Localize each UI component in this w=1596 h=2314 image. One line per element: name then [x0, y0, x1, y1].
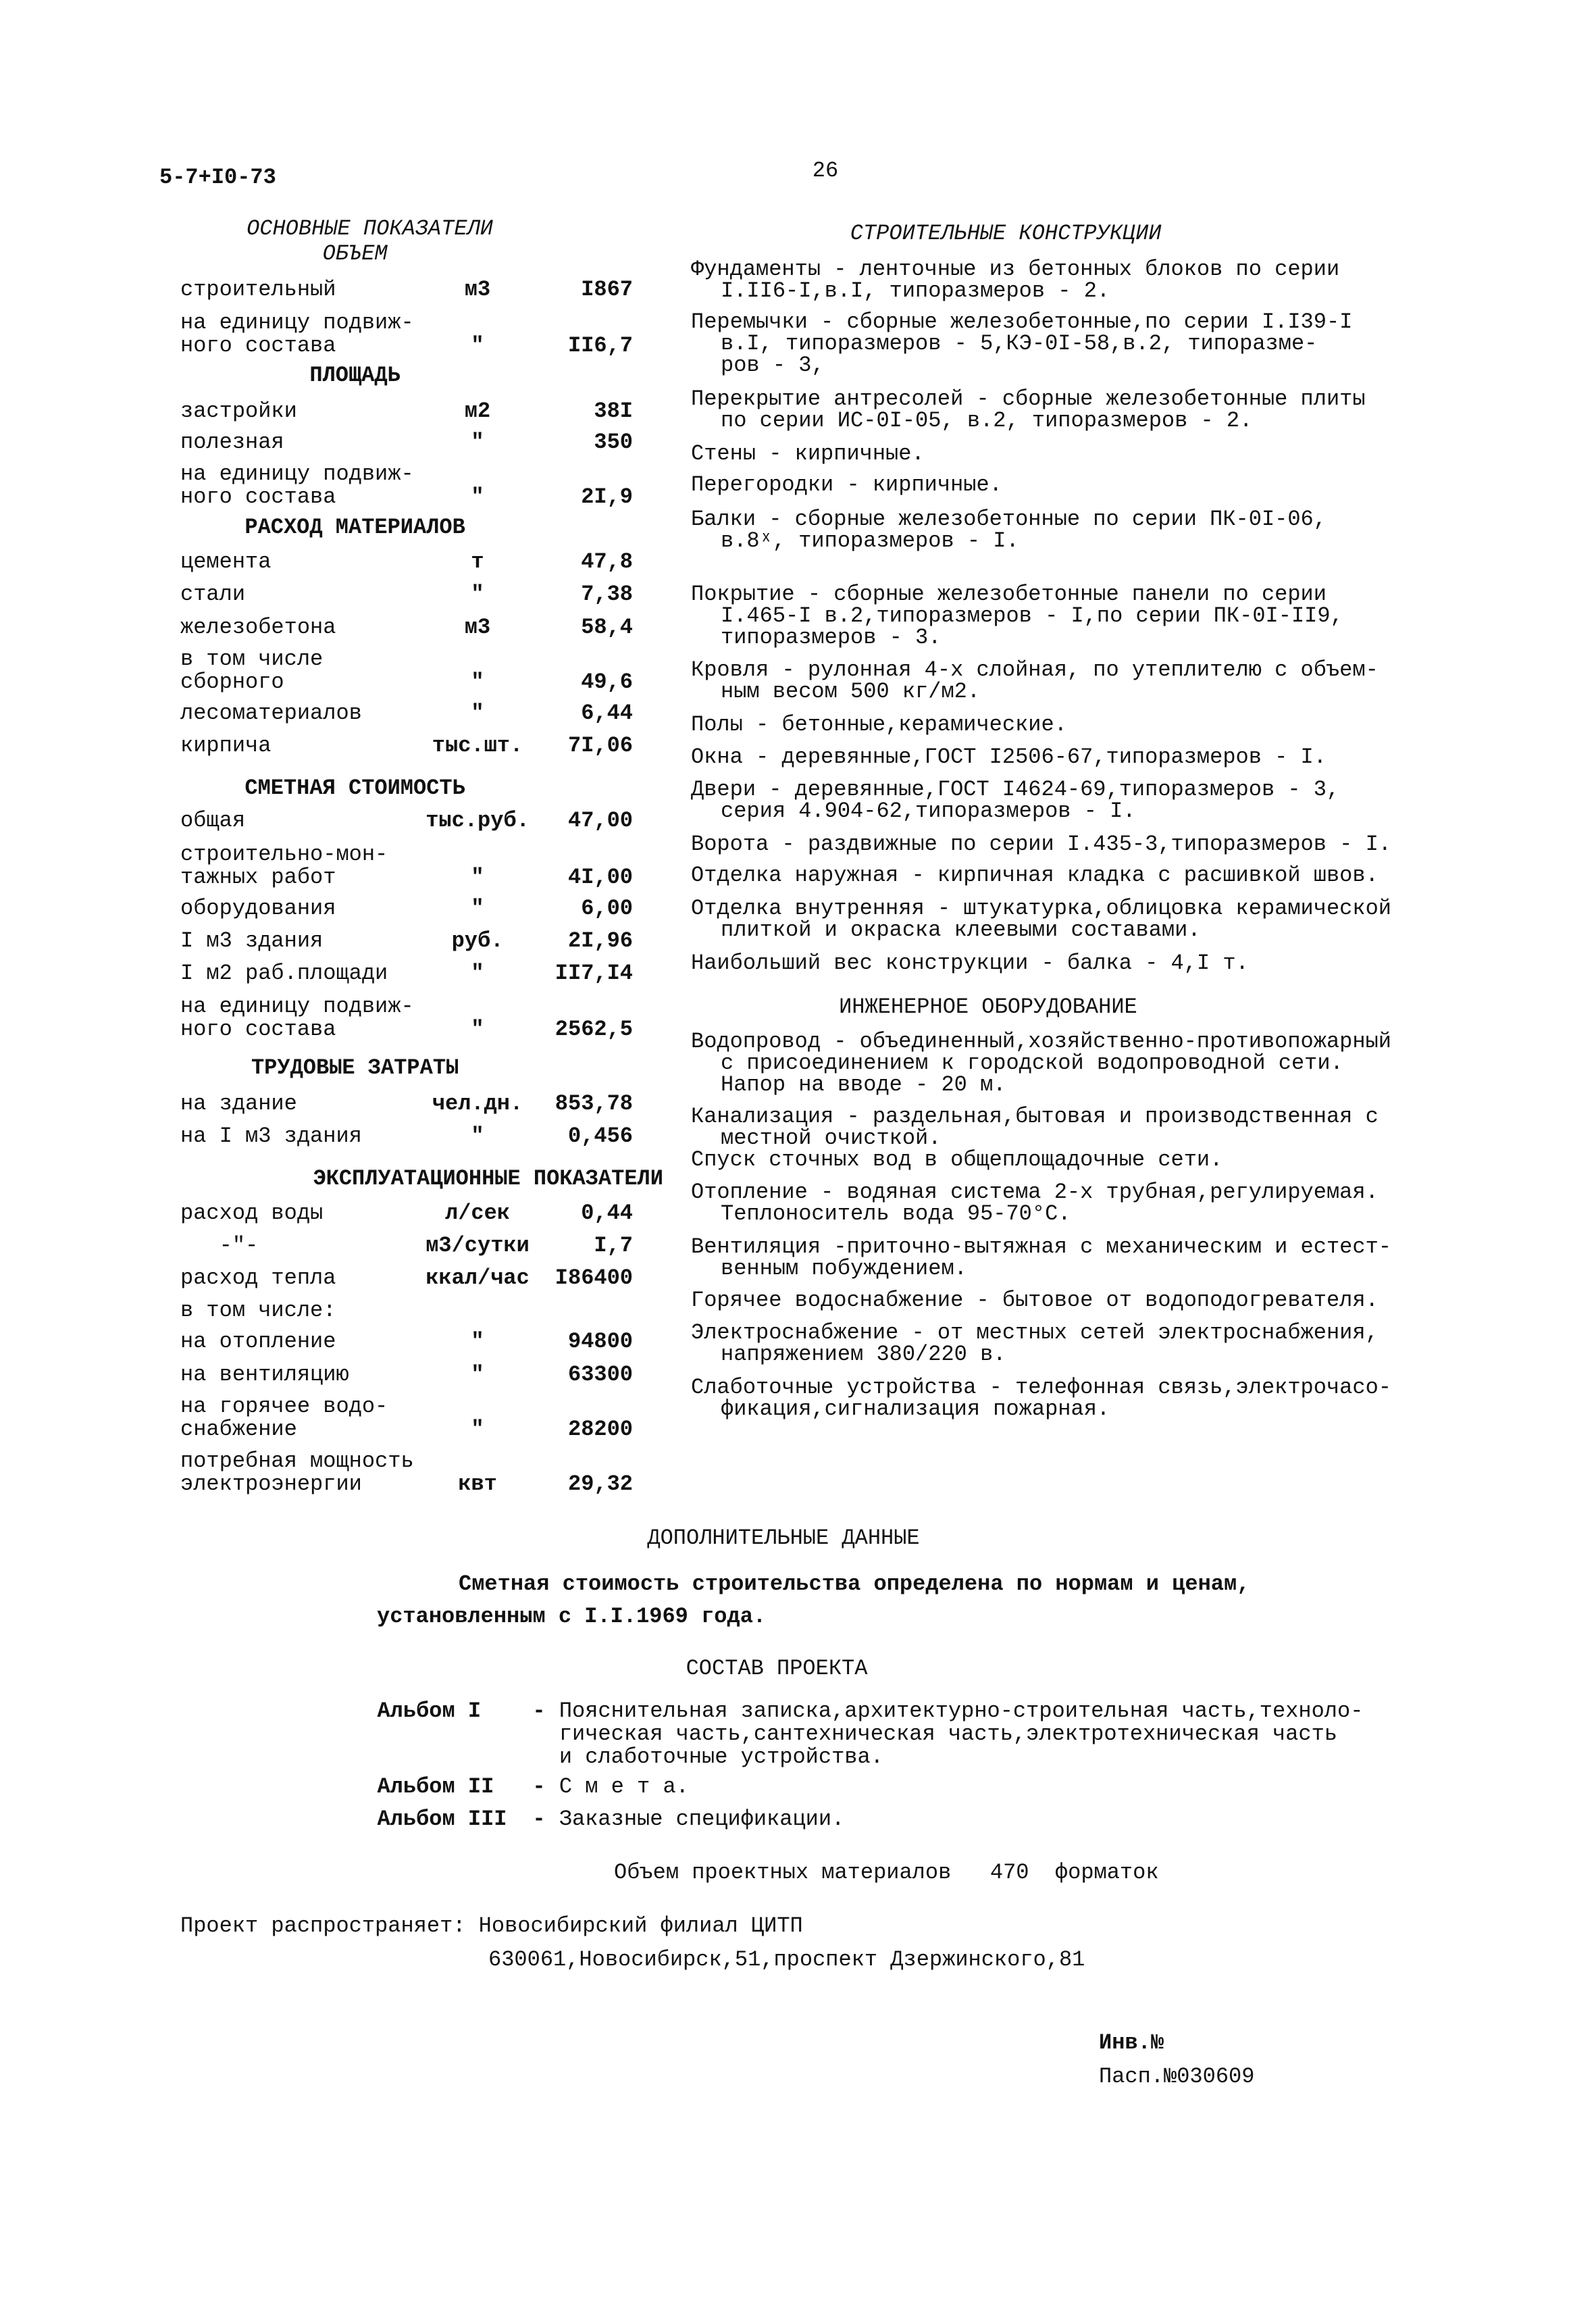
indicator-label: I м3 здания [180, 928, 324, 953]
structure-item: Отделка наружная - кирпичная кладка с расшивкой швов. [691, 863, 1379, 888]
indicator-label: на здание [180, 1090, 297, 1116]
structures-title: СТРОИТЕЛЬНЫЕ КОНСТРУКЦИИ [850, 220, 1162, 246]
indicator-value: 29,32 [567, 1471, 633, 1496]
indicator-row [180, 1395, 633, 1441]
indicator-value: 350 [594, 429, 633, 455]
indicator-unit: " [471, 1329, 484, 1355]
composition-heading: СОСТАВ ПРОЕКТА [686, 1656, 868, 1681]
indicator-label: в том числе сборного [180, 646, 324, 695]
inventory-number: Инв.№ [1099, 2030, 1164, 2055]
indicator-label: на I м3 здания [180, 1123, 362, 1149]
indicator-unit: " [471, 864, 484, 890]
additional-data-line2: установленным с I.I.1969 года. [377, 1604, 767, 1629]
engineering-item: Водопровод - объединенный,хозяйственно-противопожарный с присоединением к городской водопроводной сети. Напор на вводе - 20 м. [691, 1028, 1391, 1097]
engineering-item: Электроснабжение - от местных сетей электроснабжения, напряжением 380/220 в. [691, 1320, 1379, 1367]
indicator-label: в том числе: [180, 1298, 336, 1324]
indicator-unit: м3 [464, 277, 491, 303]
indicator-label: на горячее водо- снабжение [180, 1393, 388, 1442]
structure-item: Кровля - рулонная 4-х слойная, по утеплителю с объем- ным весом 500 кг/м2. [691, 657, 1379, 705]
indicator-row [180, 843, 633, 889]
left-title: ОСНОВНЫЕ ПОКАЗАТЕЛИ [247, 216, 493, 241]
volume-line: Объем проектных материалов 470 форматок [614, 1860, 1159, 1885]
indicator-label: полезная [180, 429, 284, 455]
structure-item: Перекрытие антресолей - сборные железобетонные плиты по серии ИС-0I-05, в.2, типоразмеров - 2. [691, 386, 1366, 434]
indicator-value: 2562,5 [555, 1017, 633, 1042]
indicator-label: I м2 раб.площади [180, 961, 388, 986]
indicator-label: кирпича [180, 732, 272, 758]
indicator-unit: " [471, 484, 484, 509]
album-name: Альбом II [377, 1774, 494, 1799]
indicator-value: II6,7 [567, 333, 633, 359]
engineering-item: Спуск сточных вод в общеплощадочные сети. [691, 1147, 1223, 1172]
indicator-unit: м3 [464, 614, 491, 640]
indicator-unit: " [471, 669, 484, 695]
indicator-value: II7,I4 [555, 961, 633, 986]
indicator-row [180, 1234, 633, 1257]
indicator-value: 0,456 [567, 1123, 633, 1149]
indicator-label: стали [180, 582, 246, 607]
indicator-value: 63300 [567, 1361, 633, 1387]
indicator-unit: " [471, 1361, 484, 1387]
indicator-label: строительный [180, 277, 336, 303]
indicator-label: застройки [180, 398, 297, 424]
indicator-label: строительно-мон- тажных работ [180, 841, 388, 890]
indicator-label: на отопление [180, 1329, 336, 1355]
indicator-unit: тыс.руб. [426, 808, 530, 834]
indicator-value: 2I,96 [567, 928, 633, 953]
indicator-label: потребная мощность электроэнергии [180, 1448, 414, 1496]
indicator-label: лесоматериалов [180, 700, 362, 726]
indicator-unit: ккал/час [426, 1265, 530, 1291]
structure-item: Стены - кирпичные. [691, 441, 925, 467]
indicator-value: I,7 [594, 1232, 633, 1258]
indicator-value: 6,00 [581, 895, 633, 921]
indicator-unit: м3/сутки [426, 1232, 530, 1258]
section-heading: ОБЪЕМ [322, 241, 388, 267]
indicator-unit: " [471, 1123, 484, 1149]
indicator-unit: " [471, 1017, 484, 1042]
indicator-unit: т [471, 549, 484, 575]
indicator-row [180, 897, 633, 920]
indicator-unit: " [471, 582, 484, 607]
indicator-value: 47,8 [581, 549, 633, 575]
structure-item: Фундаменты - ленточные из бетонных блоков по серии I.II6-I,в.I, типоразмеров - 2. [691, 256, 1340, 303]
indicator-unit: " [471, 429, 484, 455]
indicator-row [180, 702, 633, 725]
engineering-item: Канализация - раздельная,бытовая и производственная с местной очисткой. [691, 1104, 1379, 1151]
structure-item: Наибольший вес конструкции - балка - 4,I т. [691, 950, 1249, 976]
indicator-row [180, 1267, 633, 1290]
indicator-label: -"- [180, 1232, 259, 1258]
distributor-line: Проект распространяет: Новосибирский филиал ЦИТП [180, 1913, 803, 1938]
indicator-row [180, 995, 633, 1041]
indicator-value: 7,38 [581, 582, 633, 607]
indicator-value: 0,44 [581, 1200, 633, 1226]
structure-item: Ворота - раздвижные по серии I.435-3,типоразмеров - I. [691, 832, 1391, 857]
indicator-row [180, 930, 633, 953]
album-name: Альбом I [377, 1699, 482, 1724]
structure-item: Отделка внутренняя - штукатурка,облицовка керамической плиткой и окраска клеевыми составами. [691, 895, 1391, 942]
indicator-value: I867 [581, 277, 633, 303]
indicator-value: 49,6 [581, 669, 633, 695]
indicator-unit: л/сек [444, 1200, 510, 1226]
indicator-row [180, 400, 633, 423]
indicator-label: расход воды [180, 1200, 324, 1226]
indicator-value: 2I,9 [581, 484, 633, 509]
indicator-unit: " [471, 1416, 484, 1442]
indicator-value: 38I [594, 398, 633, 424]
engineering-item: Вентиляция -приточно-вытяжная с механическим и естест- венным побуждением. [691, 1234, 1391, 1282]
indicator-row [180, 551, 633, 574]
indicator-row [180, 734, 633, 757]
indicator-row [180, 463, 633, 509]
indicator-row [180, 1299, 633, 1322]
structure-item: Окна - деревянные,ГОСТ I2506-67,типоразмеров - I. [691, 745, 1327, 770]
indicator-row [180, 962, 633, 985]
album-description: Пояснительная записка,архитектурно-строительная часть,техноло- гическая часть,сантехническая часть,электротехническая часть и слаботочные устройства. [559, 1699, 1364, 1770]
additional-data-line1: Сметная стоимость строительства определена по нормам и ценам, [459, 1571, 1250, 1596]
indicator-row [180, 583, 633, 606]
album-description: С м е т а. [559, 1774, 689, 1799]
structure-item: Покрытие - сборные железобетонные панели по серии I.465-I в.2,типоразмеров - I,по серии ПК-0I-II9, типоразмеров - 3. [691, 582, 1343, 651]
section-heading: ПЛОЩАДЬ [309, 362, 401, 388]
indicator-row [180, 1450, 633, 1496]
indicator-row [180, 1330, 633, 1353]
indicator-row [180, 1363, 633, 1386]
album-description: Заказные спецификации. [559, 1807, 845, 1832]
address-line: 630061,Новосибирск,51,проспект Дзержинского,81 [488, 1947, 1085, 1972]
indicator-unit: " [471, 961, 484, 986]
indicator-unit: " [471, 895, 484, 921]
indicator-value: 853,78 [555, 1090, 633, 1116]
page-number: 26 [812, 158, 839, 183]
indicator-value: 94800 [567, 1329, 633, 1355]
indicator-row [180, 311, 633, 357]
indicator-label: цемента [180, 549, 272, 575]
structure-item: Двери - деревянные,ГОСТ I4624-69,типоразмеров - 3, серия 4.904-62,типоразмеров - I. [691, 777, 1340, 824]
indicator-unit: квт [458, 1471, 497, 1496]
indicator-value: 47,00 [567, 808, 633, 834]
indicator-row [180, 431, 633, 454]
indicator-unit: м2 [464, 398, 491, 424]
indicator-value: 7I,06 [567, 732, 633, 758]
indicator-unit: чел.дн. [432, 1090, 523, 1116]
indicator-unit: " [471, 700, 484, 726]
indicator-label: оборудования [180, 895, 336, 921]
indicator-row [180, 648, 633, 694]
indicator-row [180, 1125, 633, 1148]
indicator-row [180, 278, 633, 301]
album-dash: - [532, 1774, 546, 1799]
structure-item: Балки - сборные железобетонные по серии ПК-0I-06, в.8ˣ, типоразмеров - I. [691, 506, 1327, 553]
album-dash: - [532, 1807, 546, 1832]
section-heading: ЭКСПЛУАТАЦИОННЫЕ ПОКАЗАТЕЛИ [313, 1165, 663, 1191]
indicator-row [180, 809, 633, 832]
indicator-label: общая [180, 808, 246, 834]
indicator-unit: тыс.шт. [432, 732, 523, 758]
structure-item: Перегородки - кирпичные. [691, 472, 1002, 498]
additional-data-heading: ДОПОЛНИТЕЛЬНЫЕ ДАННЫЕ [647, 1526, 920, 1551]
indicator-value: 6,44 [581, 700, 633, 726]
indicator-value: I86400 [555, 1265, 633, 1291]
section-heading: СМЕТНАЯ СТОИМОСТЬ [244, 775, 465, 801]
indicator-label: расход тепла [180, 1265, 336, 1291]
structure-item: Перемычки - сборные железобетонные,по серии I.I39-I в.I, типоразмеров - 5,КЭ-0I-58,в.2, типоразме- ров - 3, [691, 309, 1353, 378]
indicator-unit: руб. [451, 928, 504, 953]
indicator-row [180, 1092, 633, 1115]
section-heading: РАСХОД МАТЕРИАЛОВ [244, 515, 465, 540]
engineering-item: Отопление - водяная система 2-х трубная,регулируемая. Теплоноситель вода 95-70°С. [691, 1180, 1379, 1227]
indicator-label: на единицу подвиж- ного состава [180, 994, 414, 1042]
structure-item: Полы - бетонные,керамические. [691, 712, 1067, 738]
document-code: 5-7+I0-73 [159, 165, 276, 190]
indicator-unit: " [471, 333, 484, 359]
engineering-item: Горячее водоснабжение - бытовое от водоподогревателя. [691, 1288, 1379, 1313]
indicator-label: железобетона [180, 614, 336, 640]
passport-number: Пасп.№030609 [1099, 2064, 1255, 2089]
indicator-row [180, 616, 633, 639]
indicator-value: 58,4 [581, 614, 633, 640]
album-dash: - [532, 1699, 546, 1724]
indicator-label: на единицу подвиж- ного состава [180, 310, 414, 359]
engineering-item: Слаботочные устройства - телефонная связь,электрочасо- фикация,сигнализация пожарная. [691, 1375, 1391, 1422]
indicator-value: 4I,00 [567, 864, 633, 890]
section-heading: ТРУДОВЫЕ ЗАТРАТЫ [251, 1055, 459, 1080]
indicator-label: на единицу подвиж- ного состава [180, 461, 414, 509]
album-name: Альбом III [377, 1807, 507, 1832]
indicator-label: на вентиляцию [180, 1361, 349, 1387]
indicator-value: 28200 [567, 1416, 633, 1442]
indicator-row [180, 1202, 633, 1225]
engineering-title: ИНЖЕНЕРНОЕ ОБОРУДОВАНИЕ [839, 994, 1137, 1020]
